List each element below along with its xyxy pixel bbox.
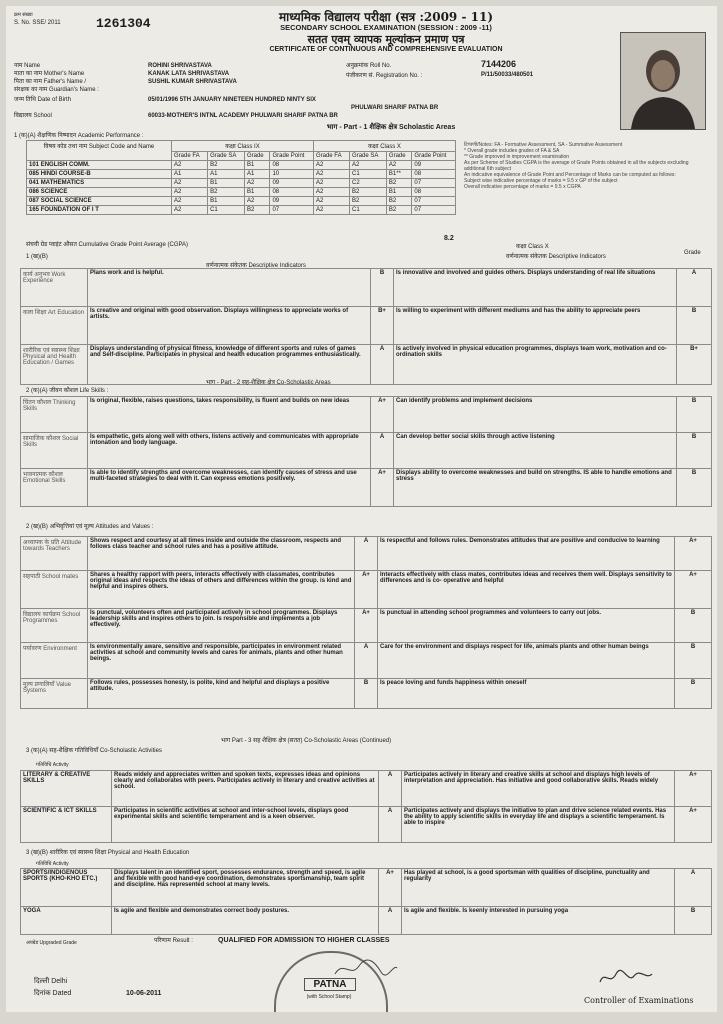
desc-cell: Is punctual in attending school programmes and volunteers to carry out jobs.: [378, 609, 675, 643]
th-fa-10: Grade FA: [313, 152, 349, 161]
area-cell: भावनात्मक कौशल Emotional Skills: [21, 469, 88, 507]
school-value: 60033-MOTHER'S INTNL ACADEMY PHULWARI SHARIF PATNA BR: [148, 113, 338, 119]
table-row: [21, 679, 712, 709]
grade-cell: A1: [244, 170, 270, 179]
grade-cell: B: [677, 397, 712, 433]
grade-cell: A: [677, 269, 712, 307]
grade-cell: A2: [172, 188, 208, 197]
seal-text: PATNA: [304, 978, 356, 991]
portrait-icon: [621, 33, 705, 129]
grade-cell: A2: [172, 197, 208, 206]
table-row: [21, 807, 712, 843]
grade-cell: B2: [386, 206, 412, 215]
subject-name: ENGLISH COMM.: [40, 162, 90, 168]
desc-cell: Can identify problems and implement decisions: [394, 397, 677, 433]
grade-cell: C2: [350, 179, 387, 188]
cgpa-value: 8.2: [444, 235, 454, 242]
table-row: [21, 269, 712, 307]
grade-cell: 07: [412, 179, 456, 188]
area-cell: SPORTS/INDIGENOUS SPORTS (KHO-KHO ETC.): [21, 869, 112, 907]
area-cell: अध्यापक के प्रति Attitude towards Teachers: [21, 537, 88, 571]
part2-title: भाग - Part - 2 सह-शैक्षिक क्षेत्र Co-Scholastic Areas: [206, 380, 331, 386]
grade-cell: B1: [244, 161, 270, 170]
name-label: नाम Name: [14, 63, 41, 69]
subject-code: 101: [29, 162, 40, 168]
desc-cell: Plans work and is helpful.: [88, 269, 371, 307]
phys-label: 3 (ख)(B) शारीरिक एवं स्वास्थ्य शिक्षा Physical and Health Education: [26, 850, 190, 856]
part1b-label: 1 (ख)(B): [26, 254, 48, 260]
grade-cell: A2: [350, 161, 387, 170]
dob-label: जन्म तिथि Date of Birth: [14, 97, 71, 103]
grade-cell: B2: [208, 161, 245, 170]
grade-cell: 07: [270, 206, 314, 215]
part1-title: भाग - Part - 1 शैक्षिक क्षेत्र Scholastic Areas: [326, 124, 456, 131]
subject-code: 041: [29, 180, 40, 186]
grade-cell: B2: [244, 206, 270, 215]
area-cell: शारीरिक एवं स्वास्थ्य शिक्षा Physical and Health Education / Games: [21, 345, 88, 385]
part1b-grade-col: Grade: [684, 250, 701, 256]
desc-cell: Is respectful and follows rules. Demonstrates attitudes that are positive and conducive to learning: [378, 537, 675, 571]
desc-cell: Is empathetic, gets along well with others, listens actively and communicates with appropriate intonation and body language.: [88, 433, 371, 469]
grade-cell: B2: [350, 188, 387, 197]
student-name: ROHINI SHRIVASTAVA: [148, 63, 212, 69]
area-cell: सहपाठी School mates: [21, 571, 88, 609]
desc-cell: Is innovative and involved and guides others. Displays understanding of real life situations: [394, 269, 677, 307]
desc-cell: Shares a healthy rapport with peers, interacts effectively with classmates, contributes original ideas and respects the ideas of others and differences within the group. is kind and helpful and inspires others.: [88, 571, 355, 609]
grade-cell: 08: [270, 188, 314, 197]
grade-cell: A+: [675, 571, 712, 609]
certificate-page: [6, 6, 717, 1012]
table-row: [21, 609, 712, 643]
th-grade-9: Grade: [244, 152, 270, 161]
desc-cell: Displays ability to overcome weaknesses and build on strengths. IS able to handle emotions and stress: [394, 469, 677, 507]
grade-cell: A: [371, 433, 394, 469]
table-row: [21, 433, 712, 469]
subject-name: MATHEMATICS: [40, 180, 85, 186]
table-row: [27, 197, 456, 206]
desc-cell: Is willing to experiment with different mediums and has the ability to appreciate peers: [394, 307, 677, 345]
area-cell: पर्यावरण Environment: [21, 643, 88, 679]
part3-title: भाग Part - 3 सह शैक्षिक क्षेत्र (सतत) Co-Scholastic Areas (Continued): [221, 738, 392, 744]
roll-label: अनुक्रमांक Roll No.: [346, 63, 392, 69]
grade-cell: B1: [386, 188, 412, 197]
title-english: SECONDARY SCHOOL EXAMINATION (SESSION : 2009 -11): [280, 23, 492, 32]
grade-cell: B: [675, 679, 712, 709]
grade-cell: A: [379, 807, 402, 843]
subtitle-english: CERTIFICATE OF CONTINUOUS AND COMPREHENSIVE EVALUATION: [269, 46, 503, 53]
area-cell: विद्यालय कार्यक्रम School Programmes: [21, 609, 88, 643]
roll-value: 7144206: [481, 59, 517, 69]
note-line: Subject wise indicative percentage of marks = 9.5 x GP of the subject: [464, 178, 618, 184]
reg-label: पंजीकरण सं. Registration No. :: [346, 73, 423, 79]
desc-cell: Displays understanding of physical fitness, knowledge of different sports and rules of games and Self-discipline. Participates in physical and health education programmes enthusiastically.: [88, 345, 371, 385]
desc-cell: Has played at school, is a good sportsman with qualities of discipline, punctuality and regularity: [402, 869, 675, 907]
grade-cell: A+: [355, 609, 378, 643]
grade-cell: A: [379, 907, 402, 935]
area-cell: सामाजिक कौशल Social Skills: [21, 433, 88, 469]
grade-cell: A: [371, 345, 394, 385]
grade-cell: A1: [208, 170, 245, 179]
grade-cell: A2: [244, 179, 270, 188]
table-row: [21, 907, 712, 935]
grade-cell: C1: [350, 170, 387, 179]
desc-cell: Is able to identify strengths and overcome weaknesses, can identify causes of stress and use multi-faceted strategies to deal with it. Can express emotions positively.: [88, 469, 371, 507]
date-label: दिनांक Dated: [34, 990, 72, 997]
area-cell: LITERARY & CREATIVE SKILLS: [21, 771, 112, 807]
desc-cell: Follows rules, possesses honesty, is polite, kind and helpful and displays a positive attitude.: [88, 679, 355, 709]
table-row: [27, 161, 456, 170]
controller-signature-icon: [596, 966, 656, 990]
note-line: Overall indicative percentage of marks = 9.5 x CGPA: [464, 184, 581, 190]
serial-label: क्रम संख्या: [14, 12, 33, 18]
life-skills-label: 2 (क)(A) जीवन कौशल Life Skills :: [26, 388, 109, 394]
title-hindi: माध्यमिक विद्यालय परीक्षा (सत्र :2009 - 11): [278, 10, 493, 24]
grade-cell: A1: [172, 170, 208, 179]
grade-cell: A2: [244, 197, 270, 206]
desc-cell: Participates actively in literary and creative skills at school and displays high levels of interpretation and appreciation. Has initiative and good collaborative skills. Reads widely: [402, 771, 675, 807]
notes-block: [464, 142, 704, 190]
grade-cell: A2: [313, 206, 349, 215]
table-row: [27, 188, 456, 197]
grade-cell: B1: [208, 197, 245, 206]
desc-cell: Shows respect and courtesy at all times inside and outside the classroom, respects and follows class teacher and school rules and has a positive attitude.: [88, 537, 355, 571]
grade-cell: A: [355, 537, 378, 571]
desc-cell: Is original, flexible, raises questions, takes responsibility, is fluent and builds on new ideas: [88, 397, 371, 433]
desc-cell: Reads widely and appreciates written and spoken texts, expresses ideas and opinions clearly and collaborates with peers. Participates actively in literary and creative activities at school.: [112, 771, 379, 807]
attitudes-table: [20, 536, 712, 709]
note-line: ** Grade improved in improvement examination: [464, 154, 570, 160]
physical-table: [20, 868, 712, 935]
area-cell: कार्य अनुभव Work Experience: [21, 269, 88, 307]
serial-code: S. No. SSE/ 2011: [14, 20, 61, 26]
grade-cell: 07: [412, 197, 456, 206]
class10-header: कक्षा Class X: [313, 141, 455, 152]
seal-subtext: (with School Stamp): [306, 994, 352, 1000]
mother-name: KANAK LATA SHRIVASTAVA: [148, 71, 230, 77]
grade-cell: A2: [313, 161, 349, 170]
desc-cell: Is agile and flexible. Is keenly interested in pursuing yoga: [402, 907, 675, 935]
area-cell: YOGA: [21, 907, 112, 935]
desc-cell: Is creative and original with good observation. Displays willingness to appreciate works of artists.: [88, 307, 371, 345]
activities-table: [20, 770, 712, 843]
desc-cell: Interacts effectively with class mates, contributes ideas and receives them well. Displays sensitivity to differences and is co- operative and helpful: [378, 571, 675, 609]
desc-cell: Participates in scientific activities at school and inter-school levels, displays good experimental skills and scientific temperament and is a keen observer.: [112, 807, 379, 843]
subject-col-header: विषय कोड तथा नाम Subject Code and Name: [27, 141, 172, 161]
result-label: परिणाम Result :: [154, 938, 193, 944]
grade-cell: B+: [677, 345, 712, 385]
area-cell: मूल्य प्रणालियाँ Value Systems: [21, 679, 88, 709]
grade-cell: 08: [270, 161, 314, 170]
table-row: [21, 469, 712, 507]
grade-cell: A2: [313, 170, 349, 179]
part1b-desc-col-10: वर्णनात्मक संकेतक Descriptive Indicators: [506, 254, 606, 260]
subject-code: 087: [29, 198, 40, 204]
th-fa-9: Grade FA: [172, 152, 208, 161]
subject-rows: [27, 161, 456, 215]
grade-cell: 07: [412, 206, 456, 215]
grade-cell: A+: [371, 469, 394, 507]
table-row: [21, 345, 712, 385]
grade-cell: A+: [675, 537, 712, 571]
grade-cell: B2: [386, 197, 412, 206]
desc-cell: Is agile and flexible and demonstrates correct body postures.: [112, 907, 379, 935]
table-row: [21, 869, 712, 907]
phys-activity-col: गतिविधि Activity: [36, 861, 69, 867]
desc-cell: Can develop better social skills through active listening: [394, 433, 677, 469]
place-label: दिल्ली Delhi: [34, 978, 68, 985]
grade-cell: A2: [172, 161, 208, 170]
grade-cell: A2: [313, 188, 349, 197]
grade-cell: 08: [412, 170, 456, 179]
part1-section-label: 1 (क)(A) शैक्षणिक निष्पादन Academic Performance :: [14, 133, 144, 139]
desc-cell: Participates actively and displays the initiative to plan and drive science related events. Has the ability to apply scientific skills in everyday life and displays a scientific temperament. Is able to inspire: [402, 807, 675, 843]
grade-cell: 09: [412, 161, 456, 170]
grade-cell: A+: [379, 869, 402, 907]
grade-cell: B: [355, 679, 378, 709]
grade-cell: 09: [270, 179, 314, 188]
activity-col-header: गतिविधि Activity: [36, 762, 69, 768]
table-row: [21, 307, 712, 345]
dob-value: 05/01/1996 5TH JANUARY NINETEEN HUNDRED NINTY SIX: [148, 97, 316, 103]
table-row: [21, 643, 712, 679]
mother-label: माता का नाम Mother's Name: [14, 71, 85, 77]
father-name: SUSHIL KUMAR SHRIVASTAVA: [148, 79, 237, 85]
note-line: As per Scheme of Studies CGPA is the average of Grade Points obtained in all the subjects excluding additional 6th subject: [464, 160, 689, 172]
academic-table: [26, 140, 456, 215]
grade-cell: A2: [172, 179, 208, 188]
th-gp-9: Grade Point: [270, 152, 314, 161]
coactivity-table-1b: [20, 268, 712, 385]
controller-label: Controller of Examinations: [584, 996, 694, 1005]
life-skills-table: [20, 396, 712, 507]
serial-number: 1261304: [96, 16, 151, 31]
grade-cell: B2: [350, 197, 387, 206]
school-label: विद्यालय School: [14, 113, 52, 119]
student-photo: [620, 32, 706, 130]
upgraded-note: अपग्रेड Upgraded Grade: [26, 940, 77, 946]
activities-label: 3 (क)(A) सह-शैक्षिक गतिविधियाँ Co-Scholastic Activities: [26, 748, 162, 754]
grade-cell: B2: [208, 188, 245, 197]
reg-value: P/11/50033/480501: [481, 72, 534, 78]
desc-cell: Is actively involved in physical education programmes, displays team work, motivation and co- ordination skills: [394, 345, 677, 385]
table-row: [21, 397, 712, 433]
th-grade-10: Grade: [386, 152, 412, 161]
grade-cell: A+: [675, 771, 712, 807]
th-gp-10: Grade Point: [412, 152, 456, 161]
grade-cell: 10: [270, 170, 314, 179]
part1b-desc-col-9: वर्णनात्मक संकेतक Descriptive Indicators: [206, 263, 306, 269]
grade-cell: B: [677, 433, 712, 469]
grade-cell: B: [675, 643, 712, 679]
grade-cell: A2: [313, 197, 349, 206]
grade-cell: B: [675, 907, 712, 935]
grade-cell: A2: [172, 206, 208, 215]
part1b-class-x: कक्षा Class X: [516, 244, 549, 250]
cgpa-label: संचयी ग्रेड प्वाइंट औसत Cumulative Grade Point Average (CGPA): [26, 242, 189, 248]
table-row: [27, 170, 456, 179]
grade-cell: 09: [270, 197, 314, 206]
table-row: [21, 537, 712, 571]
grade-cell: 08: [412, 188, 456, 197]
grade-cell: B: [371, 269, 394, 307]
desc-cell: Is punctual, volunteers often and participated actively in school programmes. Displays leadership skills and inspires others to join. Is responsible and implements a job effectively.: [88, 609, 355, 643]
subject-name: SCIENCE: [40, 189, 68, 195]
result-value: QUALIFIED FOR ADMISSION TO HIGHER CLASSES: [218, 937, 390, 944]
area-cell: कला शिक्षा Art Education: [21, 307, 88, 345]
grade-cell: B: [677, 307, 712, 345]
subject-code: 086: [29, 189, 40, 195]
area-cell: चिंतन कौशल Thinking Skills: [21, 397, 88, 433]
th-sa-10: Grade SA: [350, 152, 387, 161]
desc-cell: Is peace loving and funds happiness within oneself: [378, 679, 675, 709]
grade-cell: B: [677, 469, 712, 507]
desc-cell: Displays talent in an identified sport, possesses endurance, strength and speed, is agile and flexible with good hand-eye coordination, demonstrates sportsmanship, team spirit and discipline. Has represented school at many levels.: [112, 869, 379, 907]
subject-name: FOUNDATION OF I T: [40, 207, 99, 213]
subtitle-hindi: सतत एवम् व्यापक मूल्यांकन प्रमाण पत्र: [307, 33, 465, 46]
table-row: [21, 771, 712, 807]
area-cell: SCIENTIFIC & ICT SKILLS: [21, 807, 112, 843]
table-row: [21, 571, 712, 609]
desc-cell: Care for the environment and displays respect for life, animals plants and other human beings: [378, 643, 675, 679]
grade-cell: A2: [386, 161, 412, 170]
table-row: [27, 206, 456, 215]
father-label: पिता का नाम Father's Name /: [14, 79, 87, 85]
signature-icon: [331, 956, 401, 980]
th-sa-9: Grade SA: [208, 152, 245, 161]
grade-cell: A: [675, 869, 712, 907]
attitudes-label: 2 (ख)(B) अभिवृत्तियां एवं मूल्य Attitudes and Values :: [26, 524, 154, 530]
note-line: * Overall grade includes grades of FA & SA: [464, 148, 560, 154]
subject-name: HINDI COURSE-B: [40, 171, 91, 177]
grade-cell: A+: [675, 807, 712, 843]
grade-cell: B2: [386, 179, 412, 188]
pob-value: PHULWARI SHARIF PATNA BR: [351, 105, 439, 111]
grade-cell: A: [379, 771, 402, 807]
subject-name: SOCIAL SCIENCE: [40, 198, 92, 204]
note-line: An indicative equivalence of Grade Point and Percentage of Marks can be computed as follows:: [464, 172, 676, 178]
grade-cell: B1**: [386, 170, 412, 179]
grade-cell: C1: [208, 206, 245, 215]
grade-cell: B+: [371, 307, 394, 345]
grade-cell: C1: [350, 206, 387, 215]
grade-cell: A2: [313, 179, 349, 188]
table-row: [27, 179, 456, 188]
grade-cell: A: [355, 643, 378, 679]
guardian-label: संरक्षक का नाम Guardian's Name :: [14, 87, 99, 93]
grade-cell: A+: [371, 397, 394, 433]
grade-cell: B: [675, 609, 712, 643]
grade-cell: A+: [355, 571, 378, 609]
grade-cell: B1: [208, 179, 245, 188]
grade-cell: B1: [244, 188, 270, 197]
class9-header: कक्षा Class IX: [172, 141, 314, 152]
date-value: 10-06-2011: [126, 990, 162, 997]
subject-code: 165: [29, 207, 40, 213]
note-line: टिप्पणी/Notes: FA - Formative Assessment, SA - Summative Assessment: [464, 142, 623, 148]
subject-code: 085: [29, 171, 40, 177]
desc-cell: Is environmentally aware, sensitive and responsible, participates in environment related activities at school and community levels and cares for animals, plants and other human beings.: [88, 643, 355, 679]
